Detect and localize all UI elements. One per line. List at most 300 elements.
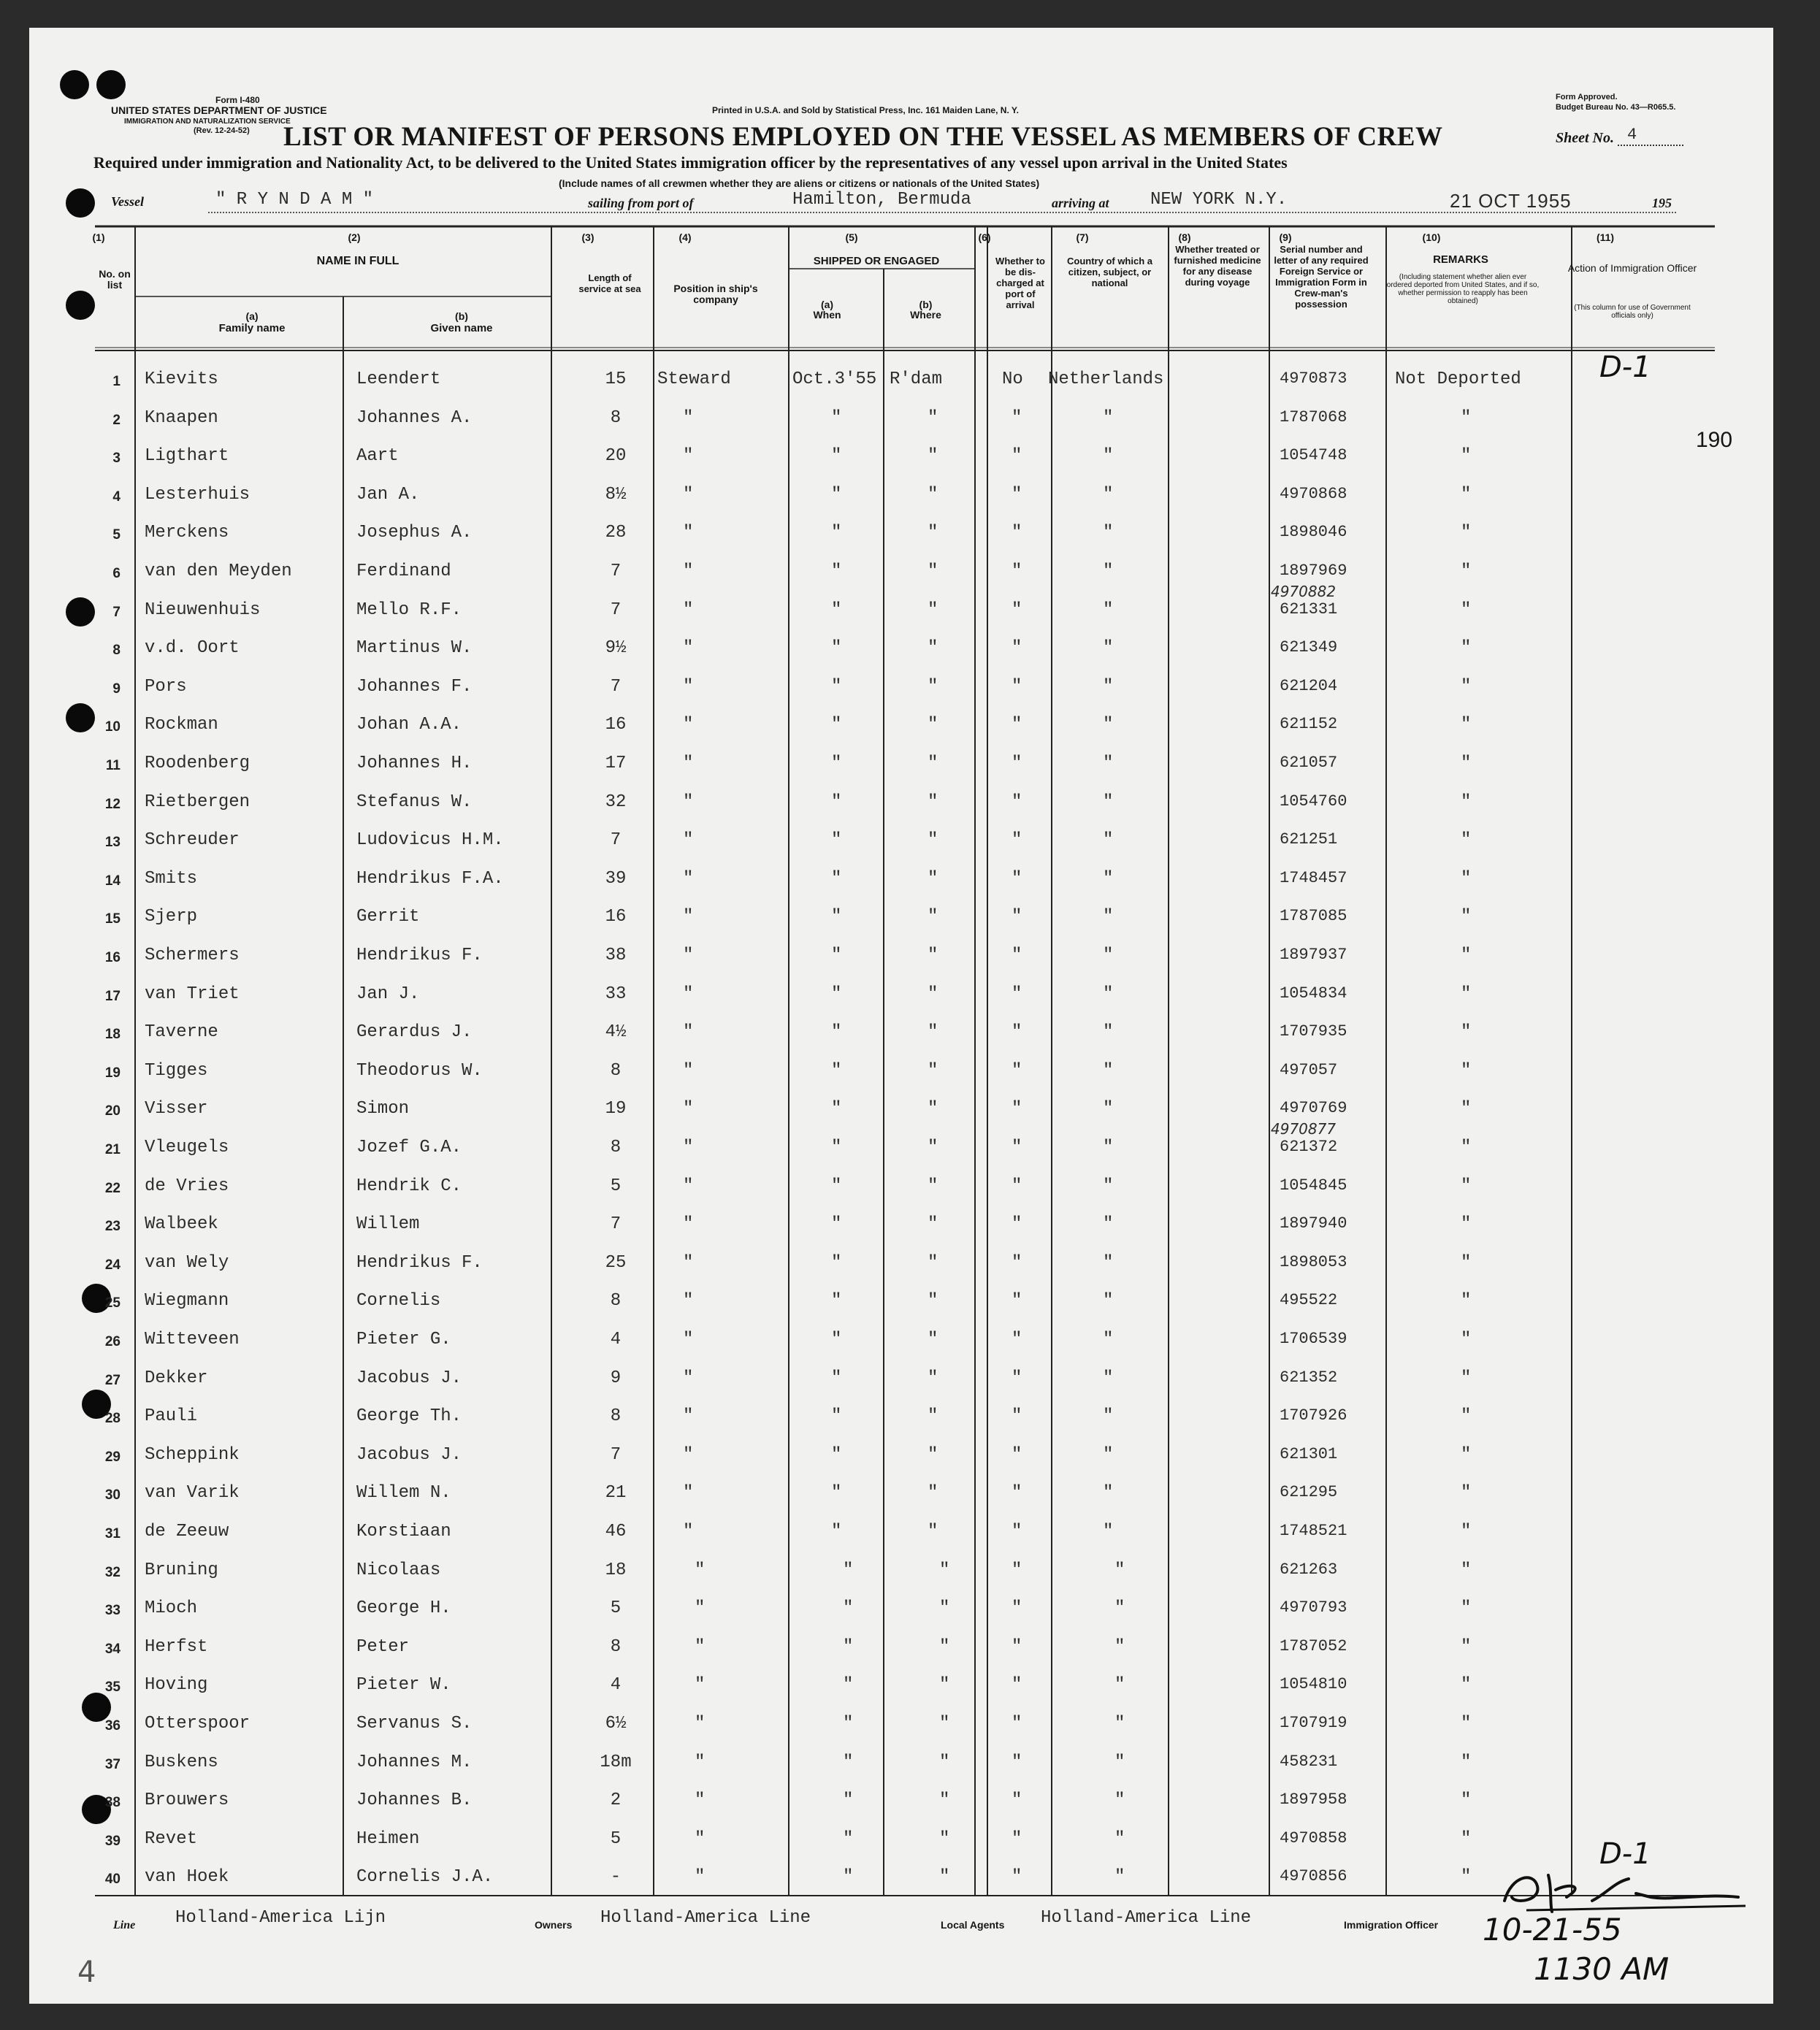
given-name: Johannes A. bbox=[356, 407, 473, 428]
position-ditto: " bbox=[683, 1099, 694, 1119]
position-ditto: " bbox=[683, 407, 694, 428]
arrival-date-stamp: 21 OCT 1955 bbox=[1450, 190, 1572, 212]
country-ditto: " bbox=[1103, 1522, 1114, 1541]
length-of-service: 7 bbox=[610, 1214, 622, 1235]
discharged-ditto: " bbox=[1012, 1636, 1022, 1657]
family-name: van Wely bbox=[145, 1252, 229, 1273]
remarks-ditto: " bbox=[1461, 1368, 1472, 1388]
given-name: Jan J. bbox=[356, 984, 420, 1004]
row-number: 16 bbox=[104, 950, 121, 965]
family-name: Herfst bbox=[145, 1636, 208, 1657]
position-ditto: " bbox=[683, 1291, 694, 1311]
serial-number: 1748521 bbox=[1280, 1522, 1347, 1540]
country-ditto: " bbox=[1103, 1022, 1114, 1043]
discharged-ditto: " bbox=[1012, 1406, 1022, 1427]
col-header-discharged: Whether to be dis-charged at port of arrival bbox=[995, 256, 1045, 310]
when-ditto: " bbox=[831, 1368, 842, 1388]
given-name: Pieter G. bbox=[356, 1330, 451, 1349]
arriving-port: NEW YORK N.Y. bbox=[1150, 190, 1288, 210]
family-name: Visser bbox=[145, 1099, 208, 1119]
where-ditto: " bbox=[928, 523, 938, 543]
agents-value: Holland-America Line bbox=[1041, 1908, 1252, 1928]
where-ditto: " bbox=[928, 1483, 938, 1504]
given-name: Korstiaan bbox=[356, 1522, 451, 1541]
serial-number: 1054834 bbox=[1280, 984, 1347, 1003]
discharged-ditto: " bbox=[1012, 1444, 1022, 1465]
discharged-ditto: " bbox=[1012, 484, 1022, 505]
family-name: Brouwers bbox=[145, 1790, 229, 1811]
discharged-ditto: " bbox=[1012, 830, 1022, 851]
where-ditto: " bbox=[939, 1675, 950, 1696]
length-of-service: 8 bbox=[610, 1291, 622, 1311]
remarks: Not Deported bbox=[1395, 369, 1521, 389]
serial-number: 1897969 bbox=[1280, 562, 1347, 580]
line-label: Line bbox=[113, 1919, 136, 1931]
col-num-11: (11) bbox=[1596, 231, 1615, 243]
length-of-service: 38 bbox=[605, 946, 627, 965]
remarks-ditto: " bbox=[1461, 1483, 1472, 1504]
serial-number: 4970868 bbox=[1280, 484, 1347, 503]
serial-correction: 4970877 bbox=[1271, 1120, 1337, 1138]
given-name: Willem N. bbox=[356, 1483, 451, 1504]
position-ditto: " bbox=[683, 676, 694, 697]
row-number: 39 bbox=[104, 1833, 121, 1849]
given-name: Johannes M. bbox=[356, 1752, 473, 1772]
row-number: 11 bbox=[105, 758, 121, 773]
col-header-family-name: Family name bbox=[218, 322, 286, 334]
where-ditto: " bbox=[928, 792, 938, 812]
length-of-service: 8 bbox=[610, 1138, 622, 1157]
signature-date: 10-21-55 bbox=[1483, 1912, 1622, 1947]
position-ditto: " bbox=[683, 1138, 694, 1157]
row-number: 10 bbox=[104, 719, 121, 735]
serial-number: 621251 bbox=[1280, 830, 1338, 849]
remarks-ditto: " bbox=[1461, 484, 1472, 505]
position-ditto: " bbox=[683, 1406, 694, 1427]
length-of-service: 5 bbox=[610, 1828, 622, 1849]
col-header-family-a: (a) bbox=[245, 310, 259, 322]
remarks-ditto: " bbox=[1461, 1406, 1472, 1427]
discharged-ditto: " bbox=[1012, 523, 1022, 543]
row-number: 14 bbox=[104, 873, 121, 889]
position-ditto: " bbox=[695, 1828, 706, 1849]
length-of-service: 25 bbox=[605, 1252, 627, 1273]
when-ditto: " bbox=[843, 1714, 854, 1734]
serial-number: 1748457 bbox=[1280, 868, 1347, 887]
family-name: Hoving bbox=[145, 1675, 208, 1696]
serial-number: 621352 bbox=[1280, 1368, 1338, 1387]
where-ditto: " bbox=[928, 407, 938, 428]
length-of-service: 8½ bbox=[605, 484, 627, 505]
position-ditto: " bbox=[683, 446, 694, 467]
remarks-ditto: " bbox=[1461, 984, 1472, 1004]
discharged-ditto: " bbox=[1012, 446, 1022, 467]
family-name: Knaapen bbox=[145, 407, 218, 428]
col-header-no-on-list: No. on list bbox=[99, 268, 131, 291]
country-ditto: " bbox=[1103, 446, 1114, 467]
remarks-ditto: " bbox=[1461, 1252, 1472, 1273]
family-name: de Zeeuw bbox=[145, 1522, 229, 1541]
serial-number: 4970793 bbox=[1280, 1598, 1347, 1617]
country-ditto: " bbox=[1103, 907, 1114, 927]
row-number: 22 bbox=[104, 1180, 121, 1196]
where-ditto: " bbox=[928, 946, 938, 965]
given-name: Ferdinand bbox=[356, 562, 451, 581]
row-number: 31 bbox=[104, 1526, 121, 1541]
discharged-ditto: " bbox=[1012, 1214, 1022, 1235]
where-ditto: " bbox=[928, 1022, 938, 1043]
discharged-ditto: " bbox=[1012, 1714, 1022, 1734]
serial-correction: 4970882 bbox=[1271, 582, 1337, 600]
discharged-ditto: " bbox=[1012, 1176, 1022, 1196]
country-ditto: " bbox=[1103, 1176, 1114, 1196]
family-name: Pauli bbox=[145, 1406, 198, 1427]
remarks-ditto: " bbox=[1461, 1444, 1472, 1465]
length-of-service: 9½ bbox=[605, 638, 627, 659]
position-ditto: " bbox=[683, 715, 694, 735]
position-ditto: " bbox=[683, 792, 694, 812]
given-name: Theodorus W. bbox=[356, 1060, 483, 1081]
row-number: 12 bbox=[104, 796, 121, 812]
given-name: Willem bbox=[356, 1214, 420, 1235]
col-num-2: (2) bbox=[348, 231, 361, 243]
col-header-when-a: (a) bbox=[820, 299, 834, 310]
service-name: IMMIGRATION AND NATURALIZATION SERVICE bbox=[124, 118, 291, 126]
discharged-ditto: " bbox=[1012, 946, 1022, 965]
remarks-ditto: " bbox=[1461, 792, 1472, 812]
length-of-service: 17 bbox=[605, 754, 627, 773]
vessel-label: Vessel bbox=[111, 194, 144, 209]
given-name: Aart bbox=[356, 446, 399, 467]
position-ditto: " bbox=[683, 754, 694, 773]
when-ditto: " bbox=[843, 1560, 854, 1580]
when-ditto: " bbox=[831, 600, 842, 620]
serial-number: 1787085 bbox=[1280, 907, 1347, 926]
remarks-ditto: " bbox=[1461, 907, 1472, 927]
discharged-ditto: " bbox=[1012, 1252, 1022, 1273]
year-suffix: 195 bbox=[1652, 196, 1672, 210]
when-ditto: " bbox=[831, 1252, 842, 1273]
position-ditto: " bbox=[695, 1598, 706, 1619]
length-of-service: 5 bbox=[610, 1598, 622, 1619]
discharged-ditto: " bbox=[1012, 1790, 1022, 1811]
row-number: 28 bbox=[104, 1411, 121, 1427]
action-annotation-bottom: D-1 bbox=[1599, 1837, 1651, 1871]
row-number: 5 bbox=[112, 527, 121, 543]
where-ditto: " bbox=[928, 754, 938, 773]
family-name: Dekker bbox=[145, 1368, 208, 1388]
manifest-page bbox=[29, 28, 1773, 2004]
length-of-service: 7 bbox=[610, 830, 622, 851]
given-name: Leendert bbox=[356, 369, 441, 389]
when-ditto: " bbox=[831, 484, 842, 505]
remarks-ditto: " bbox=[1461, 446, 1472, 467]
remarks-ditto: " bbox=[1461, 407, 1472, 428]
given-name: Jacobus J. bbox=[356, 1368, 462, 1388]
serial-number: 1787052 bbox=[1280, 1636, 1347, 1655]
col-num-9: (9) bbox=[1279, 231, 1292, 243]
col-num-5: (5) bbox=[845, 231, 858, 243]
when-ditto: " bbox=[831, 984, 842, 1004]
signature-time: 1130 AM bbox=[1534, 1951, 1670, 1987]
remarks-ditto: " bbox=[1461, 562, 1472, 581]
col-header-when: When bbox=[813, 309, 841, 321]
country-ditto: " bbox=[1103, 1252, 1114, 1273]
country-ditto: " bbox=[1103, 407, 1114, 428]
family-name: Bruning bbox=[145, 1560, 218, 1580]
col-num-4: (4) bbox=[678, 231, 692, 243]
position-ditto: " bbox=[683, 1522, 694, 1541]
when-ditto: " bbox=[843, 1828, 854, 1849]
where-ditto: " bbox=[928, 600, 938, 620]
discharged-ditto: " bbox=[1012, 1099, 1022, 1119]
where-ditto: " bbox=[928, 830, 938, 851]
department-name: UNITED STATES DEPARTMENT OF JUSTICE bbox=[111, 104, 327, 116]
length-of-service: 8 bbox=[610, 1636, 622, 1657]
when-ditto: " bbox=[831, 907, 842, 927]
where-ditto: " bbox=[928, 1176, 938, 1196]
country-ditto: " bbox=[1103, 523, 1114, 543]
position-ditto: " bbox=[683, 868, 694, 889]
remarks-ditto: " bbox=[1461, 1022, 1472, 1043]
col-num-3: (3) bbox=[581, 231, 594, 243]
when-ditto: " bbox=[831, 1060, 842, 1081]
family-name: Merckens bbox=[145, 523, 229, 543]
family-name: Kievits bbox=[145, 369, 218, 389]
when-ditto: " bbox=[831, 1138, 842, 1157]
country-ditto: " bbox=[1103, 1099, 1114, 1119]
country-ditto: " bbox=[1103, 484, 1114, 505]
row-number: 25 bbox=[104, 1295, 121, 1311]
discharged-ditto: " bbox=[1012, 1138, 1022, 1157]
given-name: Jan A. bbox=[356, 484, 420, 505]
when-ditto: " bbox=[831, 1330, 842, 1349]
position-ditto: " bbox=[683, 1368, 694, 1388]
family-name: Scheppink bbox=[145, 1444, 240, 1465]
given-name: George Th. bbox=[356, 1406, 462, 1427]
position-ditto: " bbox=[683, 638, 694, 659]
vessel-name: " R Y N D A M " bbox=[215, 190, 374, 210]
family-name: Sjerp bbox=[145, 907, 198, 927]
serial-number: 1787068 bbox=[1280, 407, 1347, 426]
corner-mark: 4 bbox=[77, 1956, 96, 1989]
discharged-ditto: " bbox=[1012, 868, 1022, 889]
when-ditto: " bbox=[831, 1214, 842, 1235]
family-name: Vleugels bbox=[145, 1138, 229, 1157]
position-ditto: " bbox=[695, 1560, 706, 1580]
length-of-service: 8 bbox=[610, 407, 622, 428]
family-name: Ligthart bbox=[145, 446, 229, 467]
where-ditto: " bbox=[928, 1214, 938, 1235]
serial-number: 621204 bbox=[1280, 676, 1338, 695]
when-ditto: " bbox=[831, 1522, 842, 1541]
when-ditto: " bbox=[831, 1291, 842, 1311]
serial-number: 1898053 bbox=[1280, 1252, 1347, 1271]
col-header-position: Position in ship's company bbox=[673, 283, 758, 305]
position-ditto: " bbox=[683, 1060, 694, 1081]
row-number: 1 bbox=[112, 374, 121, 389]
when-ditto: " bbox=[843, 1790, 854, 1811]
family-name: Schermers bbox=[145, 946, 240, 965]
given-name: Hendrikus F. bbox=[356, 946, 483, 965]
discharged-ditto: " bbox=[1012, 1060, 1022, 1081]
when-ditto: " bbox=[831, 1444, 842, 1465]
family-name: Taverne bbox=[145, 1022, 218, 1043]
remarks-ditto: " bbox=[1461, 1752, 1472, 1772]
when-ditto: " bbox=[843, 1675, 854, 1696]
country-ditto: " bbox=[1114, 1790, 1125, 1811]
position-ditto: " bbox=[683, 946, 694, 965]
family-name: Wiegmann bbox=[145, 1291, 229, 1311]
length-of-service: 7 bbox=[610, 676, 622, 697]
family-name: Pors bbox=[145, 676, 187, 697]
country-ditto: " bbox=[1103, 715, 1114, 735]
remarks-ditto: " bbox=[1461, 1330, 1472, 1349]
serial-number: 1054845 bbox=[1280, 1176, 1347, 1195]
remarks-ditto: " bbox=[1461, 1099, 1472, 1119]
given-name: Servanus S. bbox=[356, 1714, 473, 1734]
remarks-ditto: " bbox=[1461, 830, 1472, 851]
where-ditto: " bbox=[928, 1444, 938, 1465]
when-ditto: " bbox=[843, 1752, 854, 1772]
where-ditto: " bbox=[928, 868, 938, 889]
given-name: Josephus A. bbox=[356, 523, 473, 543]
length-of-service: 8 bbox=[610, 1406, 622, 1427]
discharged-ditto: " bbox=[1012, 1291, 1022, 1311]
row-number: 35 bbox=[104, 1679, 121, 1696]
form-number: Form I-480 bbox=[215, 95, 260, 105]
discharged-ditto: " bbox=[1012, 984, 1022, 1004]
family-name: Witteveen bbox=[145, 1330, 240, 1349]
discharged-ditto: " bbox=[1012, 1022, 1022, 1043]
row-number: 37 bbox=[104, 1756, 121, 1772]
position-ditto: " bbox=[683, 984, 694, 1004]
where-ditto: " bbox=[928, 484, 938, 505]
family-name: Tigges bbox=[145, 1060, 208, 1081]
shipped-when: Oct.3'55 bbox=[792, 369, 877, 389]
col-header-medicine: Whether treated or furnished medicine for any disease during voyage bbox=[1174, 244, 1261, 288]
row-number: 26 bbox=[104, 1334, 121, 1349]
serial-number: 1898046 bbox=[1280, 523, 1347, 542]
serial-number: 4970856 bbox=[1280, 1867, 1347, 1886]
serial-number: 1897940 bbox=[1280, 1214, 1347, 1233]
given-name: George H. bbox=[356, 1598, 451, 1619]
serial-number: 621349 bbox=[1280, 638, 1338, 657]
family-name: Smits bbox=[145, 868, 198, 889]
row-number: 32 bbox=[104, 1564, 121, 1580]
when-ditto: " bbox=[831, 754, 842, 773]
family-name: van Hoek bbox=[145, 1867, 229, 1888]
serial-number: 1707926 bbox=[1280, 1406, 1347, 1425]
remarks-ditto: " bbox=[1461, 1560, 1472, 1580]
family-name: Walbeek bbox=[145, 1214, 218, 1235]
position-ditto: " bbox=[695, 1752, 706, 1772]
form-approved: Form Approved. bbox=[1556, 93, 1618, 102]
where-ditto: " bbox=[928, 1060, 938, 1081]
family-name: van den Meyden bbox=[145, 562, 292, 581]
when-ditto: " bbox=[831, 1176, 842, 1196]
row-number: 34 bbox=[104, 1641, 121, 1657]
position-ditto: " bbox=[695, 1790, 706, 1811]
serial-number: 495522 bbox=[1280, 1291, 1338, 1310]
when-ditto: " bbox=[831, 1022, 842, 1043]
remarks-ditto: " bbox=[1461, 868, 1472, 889]
remarks-ditto: " bbox=[1461, 754, 1472, 773]
length-of-service: 20 bbox=[605, 446, 627, 467]
where-ditto: " bbox=[928, 1252, 938, 1273]
row-number: 8 bbox=[112, 643, 121, 659]
position-ditto: " bbox=[683, 1252, 694, 1273]
discharged-ditto: " bbox=[1012, 1522, 1022, 1541]
position-ditto: " bbox=[695, 1636, 706, 1657]
serial-number: 621295 bbox=[1280, 1483, 1338, 1502]
remarks-ditto: " bbox=[1461, 1828, 1472, 1849]
when-ditto: " bbox=[843, 1636, 854, 1657]
page-title: LIST OR MANIFEST OF PERSONS EMPLOYED ON THE VESSEL AS MEMBERS OF CREW bbox=[283, 122, 1443, 152]
country-ditto: " bbox=[1114, 1598, 1125, 1619]
discharged-ditto: " bbox=[1012, 562, 1022, 581]
col-header-serial: Serial number and letter of any required Foreign Service or Immigration Form in Crew-man's possession bbox=[1274, 244, 1369, 310]
serial-number: 1054748 bbox=[1280, 446, 1347, 465]
where-ditto: " bbox=[928, 1368, 938, 1388]
serial-number: 1707935 bbox=[1280, 1022, 1347, 1041]
position-ditto: " bbox=[683, 1176, 694, 1196]
when-ditto: " bbox=[831, 523, 842, 543]
row-number: 24 bbox=[104, 1257, 121, 1273]
position-ditto: " bbox=[683, 484, 694, 505]
when-ditto: " bbox=[831, 946, 842, 965]
row-number: 9 bbox=[112, 681, 121, 697]
discharged-ditto: " bbox=[1012, 1330, 1022, 1349]
remarks-ditto: " bbox=[1461, 1176, 1472, 1196]
row-number: 20 bbox=[104, 1103, 121, 1119]
serial-number: 458231 bbox=[1280, 1752, 1338, 1771]
where-ditto: " bbox=[939, 1560, 950, 1580]
row-number: 18 bbox=[104, 1027, 121, 1043]
country-ditto: " bbox=[1114, 1636, 1125, 1657]
where-ditto: " bbox=[939, 1828, 950, 1849]
country-ditto: " bbox=[1103, 754, 1114, 773]
length-of-service: 18 bbox=[605, 1560, 627, 1580]
family-name: Schreuder bbox=[145, 830, 240, 851]
col-header-remarks-note: (Including statement whether alien ever ordered deported from United States, and if so, whether permission to reapply has been obtained) bbox=[1386, 273, 1540, 305]
form-revision: (Rev. 12-24-52) bbox=[194, 126, 250, 135]
where-ditto: " bbox=[939, 1752, 950, 1772]
budget-bureau: Budget Bureau No. 43—R065.5. bbox=[1556, 103, 1676, 112]
length-of-service: 7 bbox=[610, 600, 622, 620]
serial-number: 497057 bbox=[1280, 1060, 1338, 1079]
when-ditto: " bbox=[831, 446, 842, 467]
sheet-number: 4 bbox=[1627, 126, 1637, 144]
action-annotation-top: D-1 bbox=[1599, 351, 1651, 384]
row-number: 19 bbox=[104, 1065, 121, 1081]
col-header-name-in-full: NAME IN FULL bbox=[316, 255, 399, 267]
length-of-service: 39 bbox=[605, 868, 627, 889]
length-of-service: 15 bbox=[605, 369, 627, 389]
given-name: Hendrik C. bbox=[356, 1176, 462, 1196]
country-ditto: " bbox=[1103, 868, 1114, 889]
country-ditto: " bbox=[1103, 1406, 1114, 1427]
given-name: Johannes H. bbox=[356, 754, 473, 773]
row-number: 4 bbox=[112, 489, 121, 505]
country-ditto: " bbox=[1103, 1138, 1114, 1157]
serial-number: 621057 bbox=[1280, 754, 1338, 772]
discharged-ditto: " bbox=[1012, 1483, 1022, 1504]
discharged-ditto: " bbox=[1012, 1675, 1022, 1696]
when-ditto: " bbox=[831, 1483, 842, 1504]
where-ditto: " bbox=[928, 638, 938, 659]
row-number: 6 bbox=[112, 566, 121, 581]
